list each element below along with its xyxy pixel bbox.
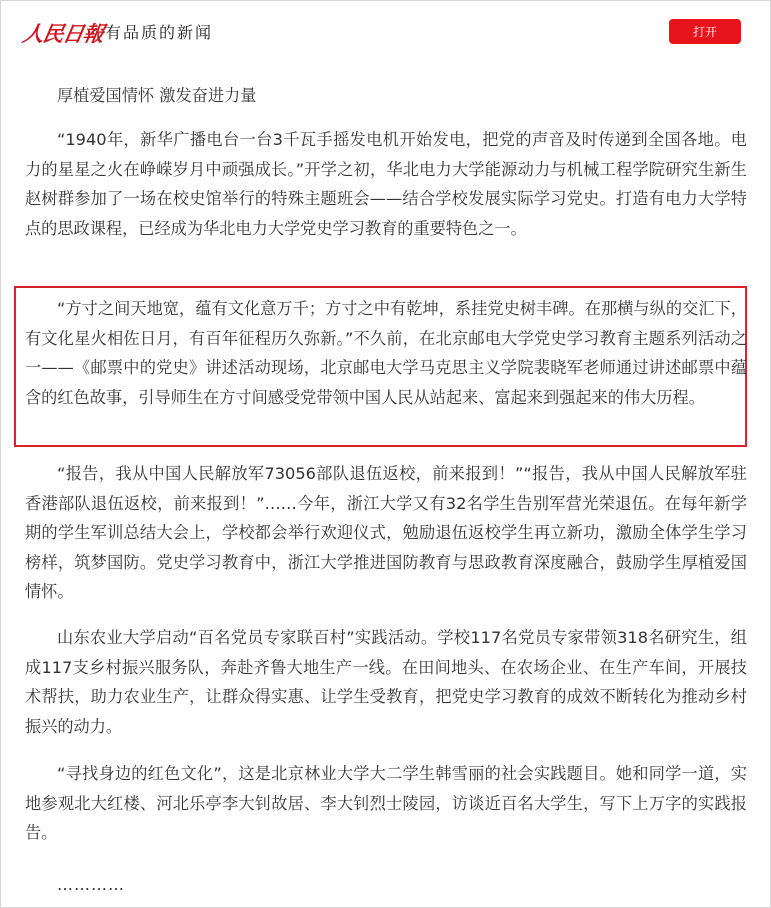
top-bar [1, 1, 770, 63]
open-app-button[interactable]: 打开 [669, 19, 741, 44]
slogan: 有品质的新闻 [105, 23, 214, 42]
article-paragraph-1: “1940年，新华广播电台一台3千瓦手摇发电机开始发电，把党的声音及时传递到全国各地。电力的星星之火在峥嵘岁月中顽强成长。”开学之初，华北电力大学能源动力与机械工程学院研究生新生赵树群参加了一场在校史馆举行的特殊主题班会——结合学校发展实际学习党史。打造有电力大学特点的思政课程，已经成为华北电力大学党史学习教育的重要特色之一。 [25, 130, 747, 238]
article-ellipsis: ………… [57, 875, 125, 894]
article-paragraph-3: “报告，我从中国人民解放军73056部队退伍返校，前来报到！”“报告，我从中国人民解放军驻香港部队退伍返校，前来报到！”……今年，浙江大学又有32名学生告别军营光荣退伍。在每年新学期的学生军训总结大会上，学校都会举行欢迎仪式，勉励退伍返校学生再立新功，激励全体学生学习榜样，筑梦国防。党史学习教育中，浙江大学推进国防教育与思政教育深度融合，鼓励学生厚植爱国情怀。 [25, 464, 747, 601]
article-paragraph-5: “寻找身边的红色文化”，这是北京林业大学大二学生韩雪丽的社会实践题目。她和同学一道，实地参观北大红楼、河北乐亭李大钊故居、李大钊烈士陵园，访谈近百名大学生，写下上万字的实践报告。 [25, 764, 747, 842]
article-paragraph-4: 山东农业大学启动“百名党员专家联百村”实践活动。学校117名党员专家带领318名研究生，组成117支乡村振兴服务队，奔赴齐鲁大地生产一线。在田间地头、在农场企业、在生产车间，开展技术帮扶，助力农业生产，让群众得实惠、让学生受教育，把党史学习教育的成效不断转化为推动乡村振兴的动力。 [25, 628, 747, 736]
article-subheading: 厚植爱国情怀 激发奋进力量 [57, 86, 257, 105]
logo-text: 人民日報 [20, 21, 106, 46]
people-daily-logo[interactable] [20, 19, 106, 47]
article-paragraph-2-highlighted: “方寸之间天地宽，蕴有文化意万千；方寸之中有乾坤，系挂党史树丰碑。在那横与纵的交汇下，有文化星火相佐日月，有百年征程历久弥新。”不久前，在北京邮电大学党史学习教育主题系列活动之一——《邮票中的党史》讲述活动现场，北京邮电大学马克思主义学院裴晓军老师通过讲述邮票中蕴含的红色故事，引导师生在方寸间感受党带领中国人民从站起来、富起来到强起来的伟大历程。 [25, 299, 747, 407]
